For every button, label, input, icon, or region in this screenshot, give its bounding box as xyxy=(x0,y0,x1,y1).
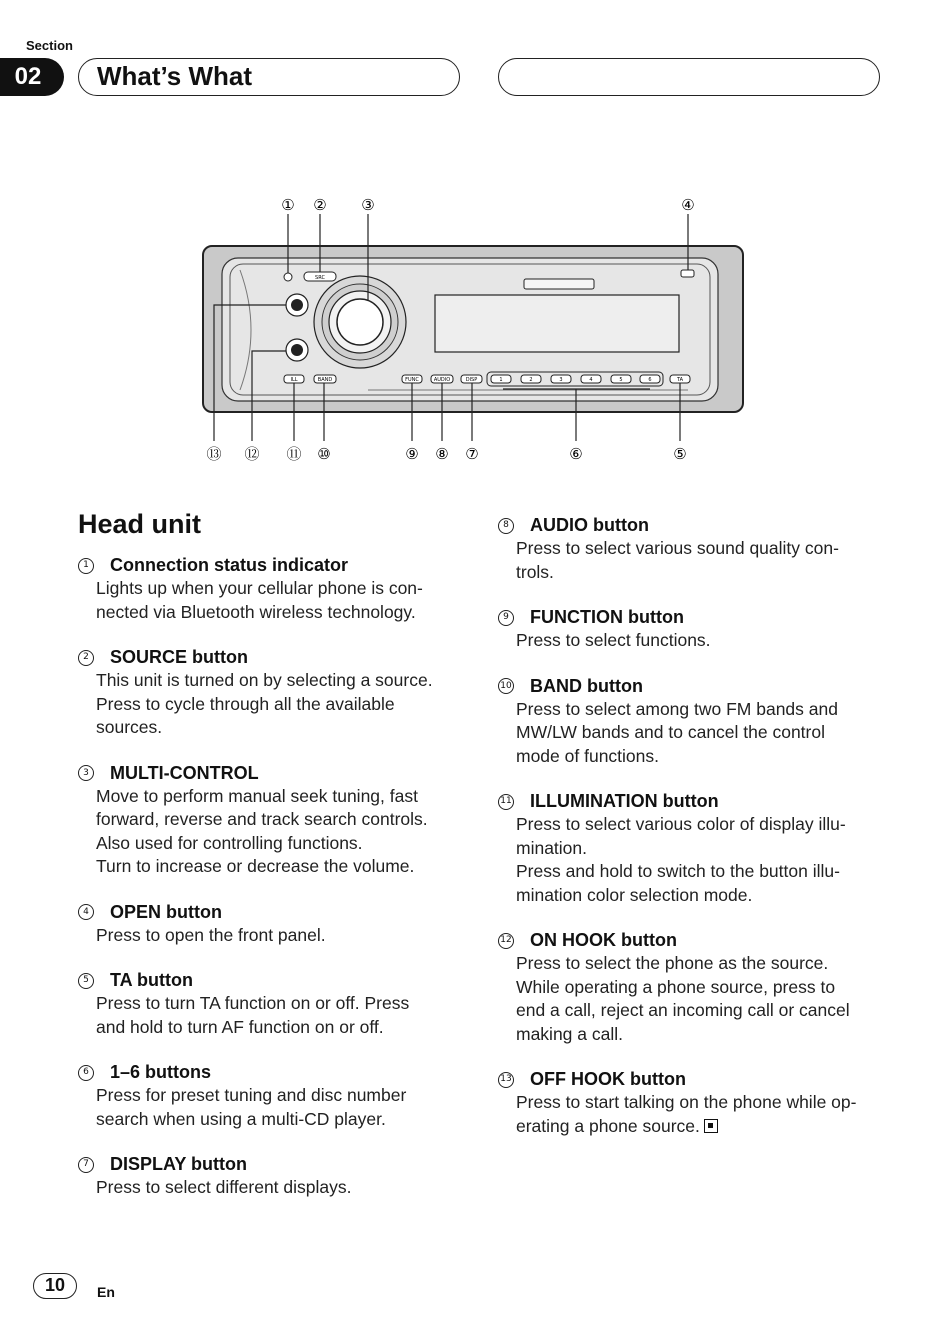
item-title: 1–6 buttons xyxy=(110,1062,212,1082)
desc-line: Press to select various color of display illu- xyxy=(516,814,846,834)
item-title: AUDIO button xyxy=(530,515,649,535)
item-title: ILLUMINATION button xyxy=(530,791,719,811)
preset-5-label: 5 xyxy=(619,377,623,383)
language-code: En xyxy=(97,1284,115,1300)
callout-11: ⑪ xyxy=(286,445,302,463)
item-title: MULTI-CONTROL xyxy=(110,762,259,783)
desc-line: Turn to increase or decrease the volume. xyxy=(96,856,415,876)
item-illumination-button xyxy=(498,790,888,907)
item-function-button xyxy=(498,606,888,653)
ta-label: TA xyxy=(676,377,684,383)
item-number: 4 xyxy=(78,904,94,920)
section-heading: Head unit xyxy=(78,509,202,539)
desc-line: mination color selection mode. xyxy=(516,884,753,905)
desc-line: mination. xyxy=(516,837,588,858)
section-number: 02 xyxy=(0,58,64,96)
desc-line: sources. xyxy=(96,717,163,737)
item-multi-control xyxy=(78,762,468,879)
desc-line: erating a phone source. xyxy=(516,1115,700,1136)
desc-line: Move to perform manual seek tuning, fast xyxy=(96,785,418,806)
item-title: BAND button xyxy=(530,675,643,696)
preset-1-label: 1 xyxy=(499,377,503,383)
section-label: Section xyxy=(26,38,73,53)
desc-line: search when using a multi-CD player. xyxy=(96,1108,386,1129)
item-title: TA button xyxy=(110,970,193,990)
display-window xyxy=(435,295,679,352)
item-title: OFF HOOK button xyxy=(530,1069,686,1089)
item-number: 8 xyxy=(498,518,514,534)
item-number: 2 xyxy=(78,650,94,666)
right-column xyxy=(498,514,888,1160)
desc-line: Lights up when your cellular phone is con- xyxy=(96,578,423,598)
callout-10: ⑩ xyxy=(317,445,331,463)
connection-indicator xyxy=(284,273,292,281)
item-number: 1 xyxy=(78,558,94,574)
header-empty-pill xyxy=(498,58,880,96)
desc-line: Press to select different displays. xyxy=(96,1177,352,1197)
item-number: 11 xyxy=(498,794,514,810)
desc-line: While operating a phone source, press to xyxy=(516,976,836,997)
left-column xyxy=(78,508,468,1222)
open-button[interactable] xyxy=(681,270,694,277)
desc-line: Press to select the phone as the source. xyxy=(516,953,829,973)
end-of-section-icon xyxy=(704,1119,718,1133)
item-title: FUNCTION button xyxy=(530,607,684,627)
desc-line: mode of functions. xyxy=(516,745,659,766)
callout-5: ⑤ xyxy=(673,445,687,463)
item-number: 5 xyxy=(78,973,94,989)
preset-4-label: 4 xyxy=(589,377,593,383)
preset-3-label: 3 xyxy=(559,377,563,383)
item-number: 9 xyxy=(498,610,514,626)
src-label: SRC xyxy=(315,275,325,281)
head-unit-diagram xyxy=(0,180,950,480)
desc-line: MW/LW bands and to cancel the control xyxy=(516,722,825,742)
desc-line: Press to cycle through all the available xyxy=(96,693,395,714)
page-title: What’s What xyxy=(78,58,460,96)
on-hook-icon xyxy=(291,344,303,356)
desc-line: trols. xyxy=(516,561,554,582)
desc-line: forward, reverse and track search controls. xyxy=(96,809,428,829)
desc-line: Also used for controlling functions. xyxy=(96,832,363,853)
desc-line: Press and hold to switch to the button illu- xyxy=(516,861,840,881)
preset-6-label: 6 xyxy=(648,377,652,383)
callout-6: ⑥ xyxy=(569,445,583,463)
disc-slot xyxy=(524,279,594,289)
item-title: DISPLAY button xyxy=(110,1154,248,1174)
item-number: 6 xyxy=(78,1065,94,1081)
desc-line: Press to turn TA function on or off. Press xyxy=(96,993,410,1013)
desc-line: This unit is turned on by selecting a source. xyxy=(96,670,433,690)
item-number: 13 xyxy=(498,1072,514,1088)
item-audio-button xyxy=(498,514,888,584)
desc-line: end a call, reject an incoming call or cancel xyxy=(516,1000,850,1020)
callout-9: ⑨ xyxy=(405,445,419,463)
desc-line: nected via Bluetooth wireless technology. xyxy=(96,601,416,622)
item-display-button xyxy=(78,1153,468,1200)
callout-12: ⑫ xyxy=(244,445,260,463)
desc-line: making a call. xyxy=(516,1023,623,1044)
item-title: OPEN button xyxy=(110,901,222,922)
desc-line: Press to select various sound quality con- xyxy=(516,538,839,558)
callout-1: ① xyxy=(281,196,295,214)
item-title: Connection status indicator xyxy=(110,555,349,575)
ill-label: ILL xyxy=(290,377,298,383)
item-open-button xyxy=(78,901,468,948)
desc-line: Press to start talking on the phone while op- xyxy=(516,1092,857,1112)
desc-line: Press to open the front panel. xyxy=(96,924,326,945)
desc-line: Press to select among two FM bands and xyxy=(516,698,838,719)
preset-2-label: 2 xyxy=(529,377,533,383)
desc-line: Press for preset tuning and disc number xyxy=(96,1085,407,1105)
desc-line: Press to select functions. xyxy=(516,630,711,650)
multi-control-knob[interactable] xyxy=(337,299,383,345)
item-title: ON HOOK button xyxy=(530,930,677,950)
item-preset-buttons xyxy=(78,1061,468,1131)
callout-8: ⑧ xyxy=(435,445,449,463)
off-hook-icon xyxy=(291,299,303,311)
item-ta-button xyxy=(78,969,468,1039)
item-title: SOURCE button xyxy=(110,647,248,667)
item-band-button xyxy=(498,675,888,769)
item-number: 7 xyxy=(78,1157,94,1173)
func-label: FUNC xyxy=(405,377,419,383)
item-number: 12 xyxy=(498,933,514,949)
callout-3: ③ xyxy=(361,196,375,214)
band-label: BAND xyxy=(317,377,333,383)
callout-2: ② xyxy=(313,196,327,214)
callout-13: ⑬ xyxy=(206,445,222,463)
item-source-button xyxy=(78,646,468,740)
callout-4: ④ xyxy=(681,196,695,214)
callout-7: ⑦ xyxy=(465,445,479,463)
item-connection-status xyxy=(78,554,468,624)
item-number: 3 xyxy=(78,765,94,781)
desc-line: and hold to turn AF function on or off. xyxy=(96,1016,384,1037)
page-number: 10 xyxy=(33,1273,77,1299)
item-off-hook-button xyxy=(498,1068,888,1138)
audio-label: AUDIO xyxy=(433,377,451,383)
disp-label: DISP xyxy=(465,377,478,383)
item-on-hook-button xyxy=(498,929,888,1046)
item-number: 10 xyxy=(498,678,514,694)
